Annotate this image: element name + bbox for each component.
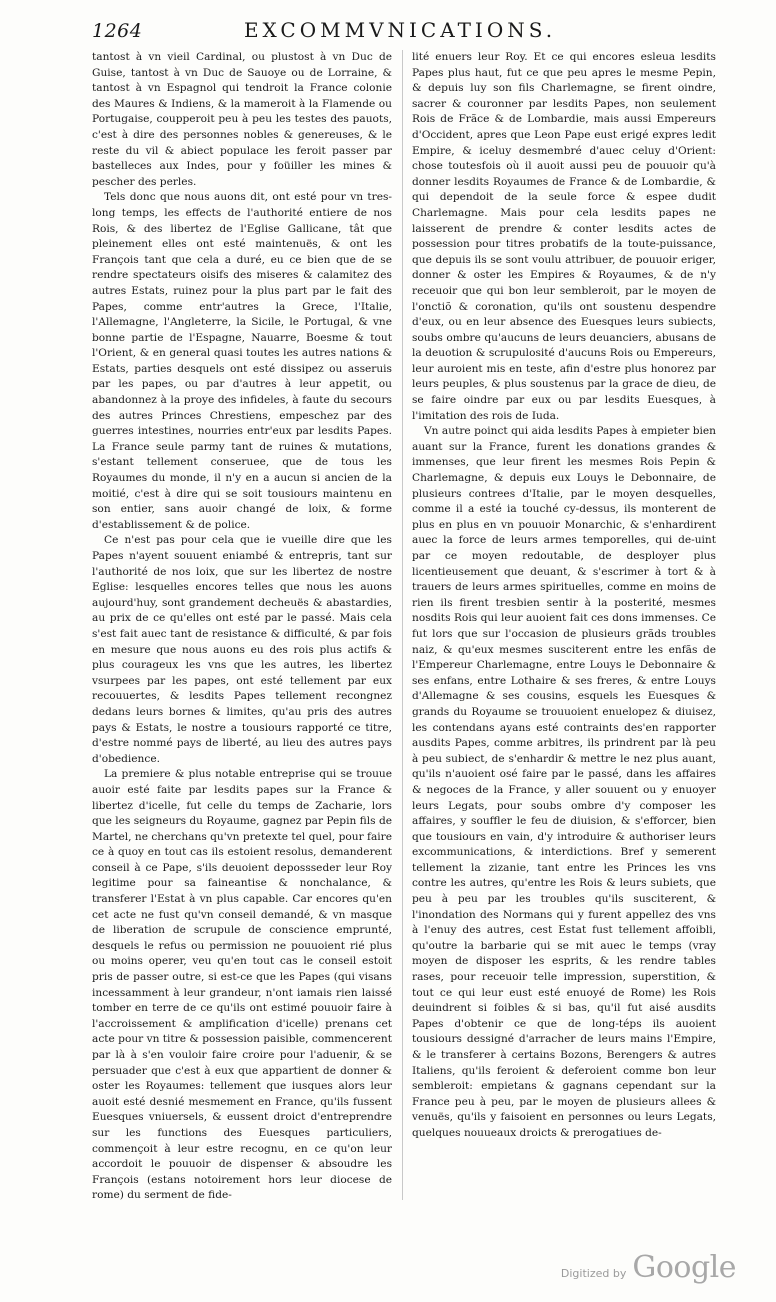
left-column	[92, 50, 392, 1204]
page-number: 1264	[92, 20, 143, 42]
paragraph: Ce n'est pas pour cela que ie vueille dire que les Papes n'ayent souuent eniambé & entrepris, tant sur l'authorité de nos loix, que sur les libertez de nostre Eglise: lesquelles encores telles que nous les auons aujourd'huy, sont grandement decheuës & abastardies, au prix de ce qu'elles ont esté par le passé. Mais cela s'est fait auec tant de resistance & difficulté, & par fois en mesure que nous auons eu des rois plus actifs & plus courageux les vns que les autres, les libertez vsurpees par les papes, ont esté tellement par eux recouuertes, & lesdits Papes tellement recongnez dedans leurs bornes & limites, qu'au pris des autres pays & Estats, le nostre a tousiours rapporté ce titre, d'estre nommé pays de liberté, au lieu des autres pays d'obedience.	[92, 534, 392, 765]
google-logo: Google	[632, 1250, 736, 1285]
digitized-watermark	[561, 1250, 736, 1290]
column-divider	[402, 50, 403, 1200]
paragraph: Tels donc que nous auons dit, ont esté pour vn tres-long temps, les effects de l'authorité entiere de nos Rois, & des libertez de l'Eglise Gallicane, tât que pleinement elles ont esté maintenuës, & ont les François tant que cela a duré, eu ce bien que de se rendre spectateurs oisifs des miseres & calamitez des autres Estats, ruinez pour la plus part par le fait des Papes, comme entr'autres la Grece, l'Italie, l'Allemagne, l'Angleterre, la Sicile, le Portugal, & vne bonne partie de l'Espagne, Nauarre, Boesme & tout l'Orient, & en general quasi toutes les autres nations & Estats, parties desquels ont esté dissipez ou asseruis par les papes, ou par d'autres à leur appetit, ou abandonnez à la proye des infideles, à faute du secours des autres Princes Chrestiens, empeschez par des guerres intestines, nourries entr'eux par lesdits Papes. La France seule parmy tant de ruines & mutations, s'estant tellement conseruee, que de tous les Royaumes du monde, il n'y en a aucun si ancien de la moitié, c'est à dire qui se soit tousiours maintenu en son entier, sans auoir changé de loix, & forme d'establissement & de police.	[92, 191, 392, 531]
page-header	[92, 18, 708, 46]
paragraph: lité enuers leur Roy. Et ce qui encores esleua lesdits Papes plus haut, fut ce que peu apres le mesme Pepin, & depuis luy son fils Charlemagne, se firent oindre, sacrer & couronner par lesdits Papes, non seulement Rois de Frãce & de Lombardie, mais aussi Empereurs d'Occident, apres que Leon Pape eust erigé expres ledit Empire, & iceluy desmembré d'auec celuy d'Orient: chose toutesfois où il auoit aussi peu de pouuoir qu'à donner lesdits Royaumes de France & de Lombardie, & qui dependoit de la seule force & espee dudit Charlemagne. Mais pour cela lesdits papes ne laisserent de prendre & conter lesdits actes de possession pour titres probatifs de la toute-puissance, que depuis ils se sont voulu attribuer, de pouuoir eriger, donner & oster les Empires & Royaumes, & de n'y receuoir que qui bon leur sembleroit, par le moyen de l'onctiõ & coronation, qu'ils ont soustenu despendre d'eux, ou en leur absence des Euesques leurs subiects, soubs ombre qu'aucuns de leurs deuanciers, abusans de la deuotion & scrupulosité d'aucuns Rois ou Empereurs, leur auroient mis en teste, afin d'estre plus honorez par leurs peuples, & plus soustenus par la grace de dieu, de se faire oindre par eux ou par lesdits Euesques, à l'imitation des rois de Iuda.	[412, 51, 716, 422]
running-title: EXCOMMVNICATIONS.	[243, 18, 557, 42]
paragraph: tantost à vn vieil Cardinal, ou plustost à vn Duc de Guise, tantost à vn Duc de Sauoye ou de Lorraine, & tantost à vn Espagnol qui tendroit la France colonie des Maures & Indiens, & la mameroit à la Flamende ou Portugaise, coupperoit peu à peu les testes des pauots, c'est à dire des personnes nobles & genereuses, & le reste du vil & abiect populace les feroit passer par bastelleces aux Indes, pour y foüiller les mines & pescher des perles.	[92, 51, 392, 188]
paragraph: Vn autre poinct qui aida lesdits Papes à empieter bien auant sur la France, furent les donations grandes & immenses, que leur firent les mesmes Rois Pepin & Charlemagne, & depuis eux Louys le Debonnaire, de plusieurs contrees d'Italie, par le moyen desquelles, comme il a esté ia touché cy-dessus, ils monterent de plus en plus en vn pouuoir Monarchic, & s'enhardirent auec la force de leurs armes temporelles, qui de-uint par ce moyen redoutable, de desployer plus licentieusement que deuant, & s'escrimer à tort & à trauers de leurs armes spirituelles, comme en moins de rien ils firent tresbien sentir à la posterité, mesmes nosdits Rois qui leur auoient fait ces dons immenses. Ce fut lors que sur l'occasion de plusieurs grãds troubles naiz, & qu'eux mesmes susciterent entre les enfãs de l'Empereur Charlemagne, entre Louys le Debonnaire & ses enfans, entre Lothaire & ses freres, & entre Louys d'Allemagne & ses cousins, esquels les Euesques & grands du Royaume se trouuoient enuelopez & diuisez, les contendans ayans esté contraints des'en rapporter ausdits Papes, comme arbitres, ils prindrent par là peu à peu subiect, de s'enhardir & mettre le nez plus auant, qu'ils n'auoient osé faire par le passé, dans les affaires & negoces de la France, y aller souuent ou y enuoyer leurs Legats, pour soubs ombre d'y composer les affaires, y souffler le feu de diuision, & s'efforcer, bien que tousiours en vain, d'y introduire & authoriser leurs excommunications, & interdictions. Bref y semerent tellement la zizanie, tant entre les Princes les vns contre les autres, qu'entre les Rois & leurs subiets, que peu à peu par les troubles qu'ils susciterent, & l'inondation des Normans qui y furent appellez des vns à l'enuy des autres, cest Estat fust tellement affoibli, qu'outre la barbarie qui se mit auec le temps (vray moyen de disposer les esprits, & les rendre tables rases, pour receuoir telle impression, superstition, & tout ce qui leur eust esté enuoyé de Rome) les Rois deuindrent si foibles & si bas, qu'il fut aisé ausdits Papes d'obtenir ce que de long-téps ils auoient tousiours dessigné d'arracher de leurs mains l'Empire, & le transferer à certains Bozons, Berengers & autres Italiens, qu'ils feroient & deferoient comme bon leur sembleroit: empietans & gagnans cependant sur la France peu à peu, par le moyen de plusieurs allees & venuës, qu'ils y faisoient en personnes ou leurs Legats, quelques nouueaux droicts & prerogatiues de-	[412, 425, 716, 1139]
paragraph: La premiere & plus notable entreprise qui se trouue auoir esté faite par lesdits papes sur la France & libertez d'icelle, fut celle du temps de Zacharie, lors que les seigneurs du Royaume, gagnez par Pepin fils de Martel, ne cherchans qu'vn pretexte tel quel, pour faire ce à quoy en tout cas ils estoient resolus, demanderent conseil à ce Pape, s'ils deuoient depossseder leur Roy legitime pour sa faineantise & nonchalance, & transferer l'Estat à vn plus capable. Car encores qu'en cet acte ne fust qu'vn conseil demandé, & vn masque de liberation de scrupule de conscience emprunté, desquels le refus ou permission ne pouuoient rié plus ou moins operer, veu qu'en tout cas le conseil estoit pris de passer outre, si est-ce que les Papes (qui visans incessamment à leur grandeur, n'ont iamais rien laissé tomber en terre de ce qu'ils ont estimé pouuoir faire à l'accroissement & amplification d'icelle) prenans cet acte pour vn titre & possession paisible, commencerent par là à s'en vouloir faire croire pour l'aduenir, & se persuader que c'est à eux que appartient de donner & oster les Royaumes: tellement que iusques alors leur auoit esté desnié mesmement en France, qu'ils fussent Euesques vniuersels, & eussent droict d'entreprendre sur les functions des Euesques particuliers, commençoit à leur estre recognu, en ce qu'on leur accordoit le pouuoir de dispenser & absoudre les François (estans notoirement hors leur diocese de rome) du serment de fide-	[92, 768, 392, 1202]
right-column	[412, 50, 716, 1142]
digitized-by-label: Digitized by	[560, 1267, 627, 1280]
